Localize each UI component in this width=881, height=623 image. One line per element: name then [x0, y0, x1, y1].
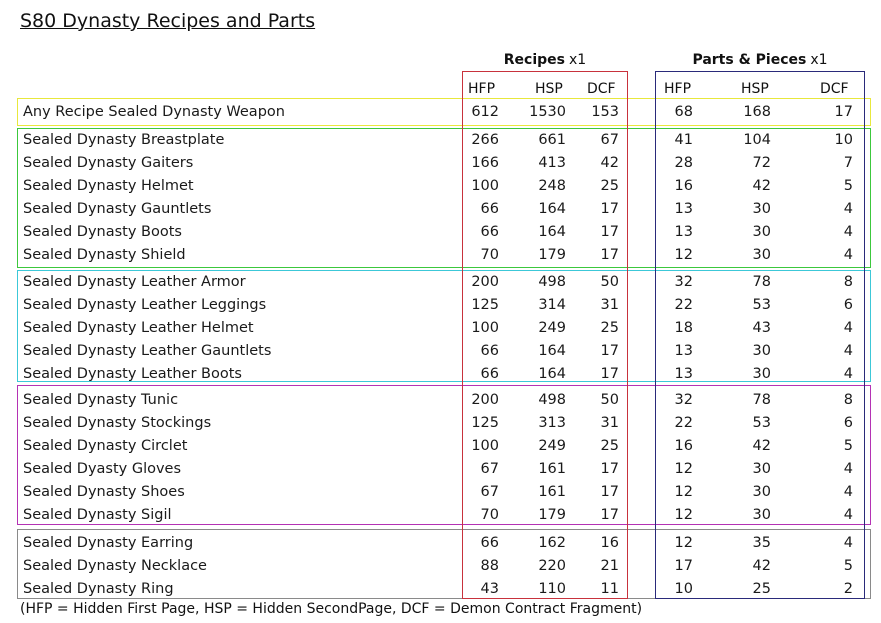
cell-parts-hsp: 168 — [743, 104, 771, 120]
item-name: Sealed Dynasty Leather Leggings — [23, 297, 267, 313]
cell-parts-hsp: 30 — [752, 201, 771, 217]
cell-recipe-dcf: 17 — [600, 201, 619, 217]
cell-parts-dcf: 8 — [843, 392, 853, 408]
cell-recipe-dcf: 67 — [600, 132, 619, 148]
item-name: Sealed Dynasty Sigil — [23, 507, 172, 523]
item-name: Sealed Dynasty Leather Armor — [23, 274, 246, 290]
cell-parts-hfp: 32 — [674, 274, 693, 290]
cell-parts-dcf: 4 — [843, 343, 853, 359]
cell-recipe-hfp: 100 — [471, 438, 499, 454]
cell-parts-dcf: 2 — [843, 581, 853, 597]
cell-parts-hsp: 30 — [752, 343, 771, 359]
cell-recipe-hsp: 248 — [538, 178, 566, 194]
cell-parts-hsp: 104 — [743, 132, 771, 148]
table-row — [0, 221, 881, 243]
table-row — [0, 389, 881, 411]
cell-recipe-dcf: 25 — [600, 438, 619, 454]
cell-recipe-hfp: 612 — [471, 104, 499, 120]
cell-parts-hfp: 12 — [674, 461, 693, 477]
cell-recipe-dcf: 25 — [600, 320, 619, 336]
cell-parts-hfp: 68 — [674, 104, 693, 120]
item-name: Sealed Dynasty Breastplate — [23, 132, 225, 148]
recipes-group-header — [462, 52, 628, 68]
cell-recipe-hsp: 179 — [538, 507, 566, 523]
cell-recipe-dcf: 153 — [591, 104, 619, 120]
footnote: (HFP = Hidden First Page, HSP = Hidden SecondPage, DCF = Demon Contract Fragment) — [20, 601, 643, 617]
cell-parts-hsp: 30 — [752, 224, 771, 240]
item-name: Sealed Dynasty Earring — [23, 535, 194, 551]
cell-parts-hsp: 53 — [752, 415, 771, 431]
cell-parts-hfp: 16 — [674, 438, 693, 454]
cell-parts-dcf: 4 — [843, 461, 853, 477]
cell-recipe-dcf: 16 — [600, 535, 619, 551]
cell-parts-dcf: 4 — [843, 201, 853, 217]
cell-parts-hsp: 43 — [752, 320, 771, 336]
cell-parts-hfp: 41 — [674, 132, 693, 148]
parts-label: Parts & Pieces — [692, 52, 807, 68]
item-name: Sealed Dynasty Leather Boots — [23, 366, 242, 382]
cell-recipe-hsp: 110 — [538, 581, 566, 597]
col-head-recipe-hfp: HFP — [468, 81, 496, 97]
cell-parts-hsp: 53 — [752, 297, 771, 313]
cell-parts-hsp: 30 — [752, 247, 771, 263]
recipes-label: Recipes — [503, 52, 566, 68]
table-row — [0, 129, 881, 151]
cell-parts-dcf: 4 — [843, 507, 853, 523]
cell-parts-dcf: 4 — [843, 535, 853, 551]
cell-parts-hfp: 10 — [674, 581, 693, 597]
col-head-recipe-hsp: HSP — [535, 81, 563, 97]
cell-recipe-dcf: 50 — [600, 274, 619, 290]
cell-parts-dcf: 4 — [843, 247, 853, 263]
cell-recipe-hfp: 66 — [480, 224, 499, 240]
item-name: Sealed Dynasty Stockings — [23, 415, 212, 431]
cell-parts-hfp: 13 — [674, 224, 693, 240]
cell-parts-hfp: 12 — [674, 247, 693, 263]
item-name: Sealed Dyasty Gloves — [23, 461, 182, 477]
cell-recipe-hfp: 100 — [471, 178, 499, 194]
cell-parts-hfp: 32 — [674, 392, 693, 408]
cell-parts-hfp: 12 — [674, 535, 693, 551]
cell-recipe-hfp: 266 — [471, 132, 499, 148]
cell-recipe-hsp: 161 — [538, 484, 566, 500]
cell-recipe-hfp: 166 — [471, 155, 499, 171]
cell-parts-dcf: 4 — [843, 320, 853, 336]
col-head-parts-dcf: DCF — [820, 81, 849, 97]
cell-recipe-hfp: 70 — [480, 507, 499, 523]
cell-parts-hsp: 30 — [752, 507, 771, 523]
cell-parts-hfp: 16 — [674, 178, 693, 194]
cell-parts-hsp: 78 — [752, 392, 771, 408]
cell-recipe-dcf: 17 — [600, 484, 619, 500]
cell-recipe-hsp: 249 — [538, 438, 566, 454]
cell-recipe-hsp: 314 — [538, 297, 566, 313]
item-name: Sealed Dynasty Tunic — [23, 392, 179, 408]
cell-recipe-dcf: 17 — [600, 224, 619, 240]
cell-recipe-hsp: 249 — [538, 320, 566, 336]
table-row — [0, 555, 881, 577]
cell-recipe-hsp: 413 — [538, 155, 566, 171]
cell-recipe-hsp: 164 — [538, 201, 566, 217]
item-name: Sealed Dynasty Boots — [23, 224, 182, 240]
table-row — [0, 152, 881, 174]
cell-parts-hfp: 12 — [674, 484, 693, 500]
cell-recipe-dcf: 17 — [600, 366, 619, 382]
parts-multiplier: x1 — [810, 52, 828, 68]
cell-recipe-hfp: 88 — [480, 558, 499, 574]
cell-parts-hfp: 17 — [674, 558, 693, 574]
cell-parts-dcf: 4 — [843, 224, 853, 240]
cell-parts-hsp: 30 — [752, 366, 771, 382]
cell-recipe-dcf: 11 — [600, 581, 619, 597]
cell-parts-hfp: 28 — [674, 155, 693, 171]
cell-recipe-hfp: 66 — [480, 535, 499, 551]
parts-group-header — [655, 52, 865, 68]
cell-recipe-hfp: 125 — [471, 297, 499, 313]
item-name: Sealed Dynasty Necklace — [23, 558, 207, 574]
table-row — [0, 435, 881, 457]
cell-parts-hsp: 30 — [752, 484, 771, 500]
table-row — [0, 412, 881, 434]
cell-recipe-hfp: 200 — [471, 274, 499, 290]
item-name: Sealed Dynasty Shield — [23, 247, 186, 263]
cell-parts-hfp: 22 — [674, 297, 693, 313]
cell-recipe-hfp: 67 — [480, 484, 499, 500]
cell-parts-hfp: 13 — [674, 366, 693, 382]
cell-parts-dcf: 8 — [843, 274, 853, 290]
col-head-parts-hsp: HSP — [741, 81, 769, 97]
cell-recipe-hsp: 164 — [538, 366, 566, 382]
cell-recipe-hsp: 164 — [538, 343, 566, 359]
table-row — [0, 175, 881, 197]
cell-parts-dcf: 7 — [843, 155, 853, 171]
cell-recipe-dcf: 31 — [600, 415, 619, 431]
cell-parts-hsp: 72 — [752, 155, 771, 171]
cell-parts-hfp: 18 — [674, 320, 693, 336]
cell-recipe-dcf: 31 — [600, 297, 619, 313]
cell-recipe-hfp: 125 — [471, 415, 499, 431]
cell-parts-hsp: 78 — [752, 274, 771, 290]
cell-recipe-hfp: 100 — [471, 320, 499, 336]
cell-recipe-dcf: 17 — [600, 247, 619, 263]
cell-parts-hfp: 22 — [674, 415, 693, 431]
cell-parts-dcf: 5 — [843, 438, 853, 454]
cell-parts-hsp: 35 — [752, 535, 771, 551]
cell-recipe-hsp: 164 — [538, 224, 566, 240]
cell-recipe-hfp: 43 — [480, 581, 499, 597]
item-name: Sealed Dynasty Gauntlets — [23, 201, 212, 217]
cell-recipe-dcf: 17 — [600, 507, 619, 523]
cell-recipe-hsp: 1530 — [529, 104, 566, 120]
cell-parts-dcf: 4 — [843, 366, 853, 382]
cell-parts-hfp: 12 — [674, 507, 693, 523]
cell-recipe-hsp: 161 — [538, 461, 566, 477]
cell-parts-dcf: 6 — [843, 297, 853, 313]
table-row — [0, 198, 881, 220]
table-row — [0, 101, 881, 123]
cell-recipe-hfp: 66 — [480, 343, 499, 359]
cell-recipe-hfp: 200 — [471, 392, 499, 408]
item-name: Sealed Dynasty Leather Helmet — [23, 320, 254, 336]
cell-parts-hfp: 13 — [674, 201, 693, 217]
col-head-parts-hfp: HFP — [664, 81, 692, 97]
cell-parts-dcf: 17 — [834, 104, 853, 120]
item-name: Sealed Dynasty Shoes — [23, 484, 185, 500]
cell-recipe-dcf: 50 — [600, 392, 619, 408]
cell-parts-hsp: 25 — [752, 581, 771, 597]
cell-parts-dcf: 4 — [843, 484, 853, 500]
table-row — [0, 578, 881, 600]
cell-parts-dcf: 10 — [834, 132, 853, 148]
cell-recipe-dcf: 42 — [600, 155, 619, 171]
cell-parts-dcf: 5 — [843, 178, 853, 194]
table-row — [0, 504, 881, 526]
cell-parts-hsp: 42 — [752, 558, 771, 574]
item-name: Sealed Dynasty Circlet — [23, 438, 188, 454]
item-name: Sealed Dynasty Ring — [23, 581, 174, 597]
item-name: Any Recipe Sealed Dynasty Weapon — [23, 104, 285, 120]
cell-recipe-hsp: 498 — [538, 274, 566, 290]
cell-parts-hfp: 13 — [674, 343, 693, 359]
table-row — [0, 340, 881, 362]
cell-recipe-hfp: 67 — [480, 461, 499, 477]
item-name: Sealed Dynasty Leather Gauntlets — [23, 343, 272, 359]
recipes-multiplier: x1 — [569, 52, 587, 68]
table-row — [0, 244, 881, 266]
cell-parts-dcf: 5 — [843, 558, 853, 574]
cell-recipe-hsp: 498 — [538, 392, 566, 408]
table-row — [0, 481, 881, 503]
cell-recipe-hsp: 220 — [538, 558, 566, 574]
page-title: S80 Dynasty Recipes and Parts — [20, 10, 316, 32]
cell-recipe-hsp: 162 — [538, 535, 566, 551]
cell-parts-dcf: 6 — [843, 415, 853, 431]
cell-recipe-hfp: 70 — [480, 247, 499, 263]
cell-recipe-dcf: 21 — [600, 558, 619, 574]
cell-parts-hsp: 42 — [752, 438, 771, 454]
cell-recipe-hfp: 66 — [480, 201, 499, 217]
cell-recipe-dcf: 17 — [600, 343, 619, 359]
table-row — [0, 532, 881, 554]
cell-parts-hsp: 42 — [752, 178, 771, 194]
cell-recipe-dcf: 17 — [600, 461, 619, 477]
table-row — [0, 458, 881, 480]
table-row — [0, 363, 881, 385]
cell-recipe-hfp: 66 — [480, 366, 499, 382]
cell-recipe-hsp: 661 — [538, 132, 566, 148]
item-name: Sealed Dynasty Gaiters — [23, 155, 194, 171]
cell-recipe-dcf: 25 — [600, 178, 619, 194]
cell-recipe-hsp: 313 — [538, 415, 566, 431]
col-head-recipe-dcf: DCF — [587, 81, 616, 97]
cell-recipe-hsp: 179 — [538, 247, 566, 263]
item-name: Sealed Dynasty Helmet — [23, 178, 194, 194]
table-row — [0, 317, 881, 339]
table-row — [0, 294, 881, 316]
table-row — [0, 271, 881, 293]
cell-parts-hsp: 30 — [752, 461, 771, 477]
